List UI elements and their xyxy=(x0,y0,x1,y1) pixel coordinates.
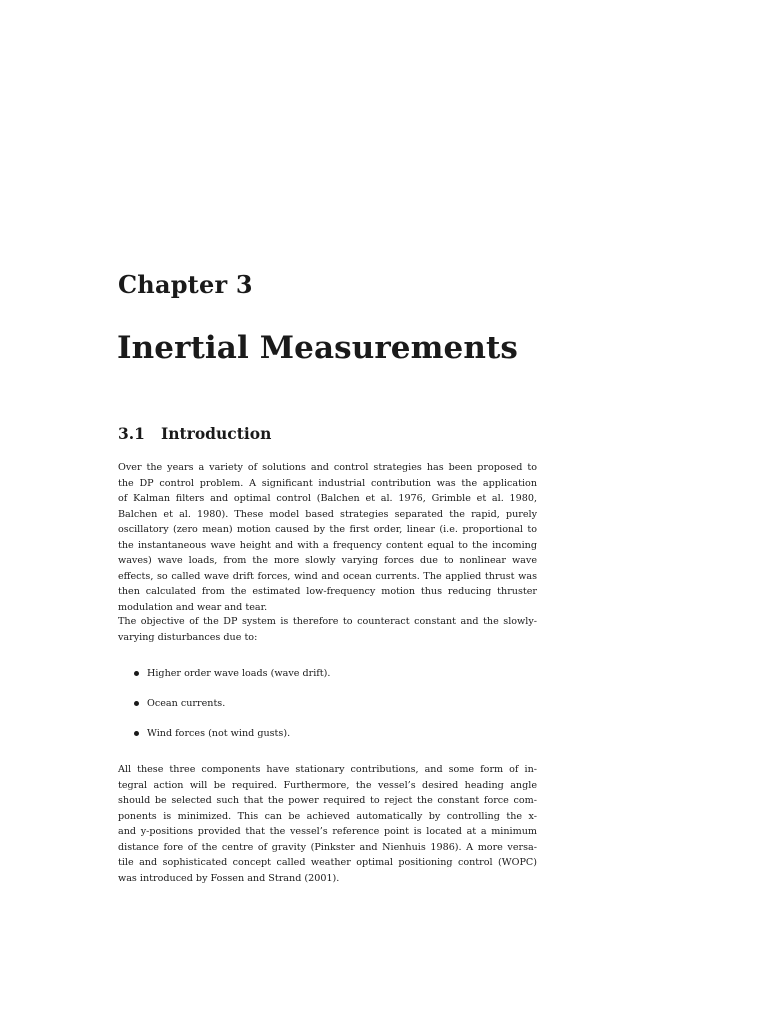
paragraph-line: The objective of the DP system is therefore to counteract constant and the slowly- xyxy=(118,616,537,627)
paragraph-line: tegral action will be required. Furthermore, the vessel’s desired heading angle xyxy=(118,779,537,791)
paragraph-line: of Kalman filters and optimal control (Balchen et al. 1976, Grimble et al. 1980, xyxy=(118,493,537,504)
chapter-label: Chapter 3 xyxy=(118,270,253,299)
paragraph-line: Balchen et al. 1980). These model based strategies separated the rapid, purely xyxy=(118,508,537,520)
paragraph-objective xyxy=(118,614,537,645)
paragraph-line: the DP control problem. A significant industrial contribution was the application xyxy=(118,477,537,489)
section-number: 3.1 xyxy=(118,424,145,443)
paragraph-stationary xyxy=(118,762,537,886)
list-item xyxy=(134,726,534,756)
paragraph-line: waves) wave loads, from the more slowly varying forces due to nonlinear wave xyxy=(118,555,537,566)
paragraph-line: oscillatory (zero mean) motion caused by the first order, linear (i.e. proportional to xyxy=(118,524,537,535)
list-item xyxy=(134,666,534,696)
paragraph-line: All these three components have stationary contributions, and some form of in- xyxy=(118,764,537,775)
paragraph-line: distance fore of the centre of gravity (Pinkster and Nienhuis 1986). A more versa- xyxy=(118,841,537,853)
paragraph-line: effects, so called wave drift forces, wind and ocean currents. The applied thrust was xyxy=(118,570,537,582)
list-item xyxy=(134,696,534,726)
list-item-text: Higher order wave loads (wave drift). xyxy=(147,668,331,679)
section-heading xyxy=(118,424,271,443)
paragraph-line: Over the years a variety of solutions and control strategies has been proposed to xyxy=(118,462,537,473)
bullet-icon xyxy=(134,671,139,676)
disturbance-list xyxy=(134,666,534,756)
section-title: Introduction xyxy=(161,424,272,443)
paragraph-line: tile and sophisticated concept called weather optimal positioning control (WOPC) xyxy=(118,857,537,868)
paragraph-line: modulation and wear and tear. xyxy=(118,601,268,613)
list-item-text: Wind forces (not wind gusts). xyxy=(147,728,291,739)
chapter-title: Inertial Measurements xyxy=(117,330,518,366)
bullet-icon xyxy=(134,701,139,706)
paragraph-line: ponents is minimized. This can be achieved automatically by controlling the x- xyxy=(118,810,537,822)
paragraph-line: varying disturbances due to: xyxy=(118,631,258,643)
bullet-icon xyxy=(134,731,139,736)
paragraph-line: was introduced by Fossen and Strand (2001). xyxy=(118,872,340,884)
paragraph-line: the instantaneous wave height and with a frequency content equal to the incoming xyxy=(118,539,537,551)
paragraph-intro xyxy=(118,460,537,615)
paragraph-line: then calculated from the estimated low-frequency motion thus reducing thruster xyxy=(118,586,537,597)
paragraph-line: and y-positions provided that the vessel’s reference point is located at a minimum xyxy=(118,826,537,837)
list-item-text: Ocean currents. xyxy=(147,698,226,709)
paragraph-line: should be selected such that the power required to reject the constant force com- xyxy=(118,795,537,806)
